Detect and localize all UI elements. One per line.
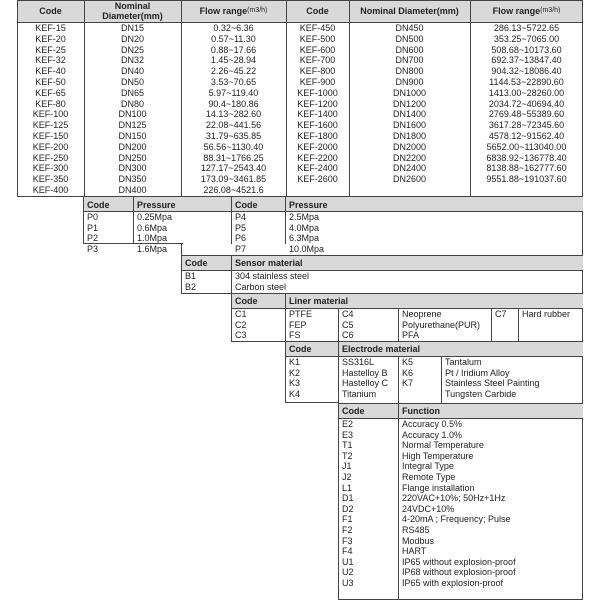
pressure-codes-left — [87, 212, 131, 254]
electrode-values-1 — [342, 357, 396, 399]
divider — [338, 308, 339, 342]
list-item: DN15 — [120, 23, 144, 33]
list-item: DN80 — [120, 98, 144, 109]
model-flows-left — [181, 23, 286, 196]
list-item: KEF-350 — [32, 174, 69, 185]
list-item: 286.13~5722.65 — [493, 23, 560, 33]
list-item: E3 — [342, 429, 354, 440]
list-item: KEF-1600 — [297, 120, 338, 131]
list-item: U1 — [342, 556, 354, 567]
list-item: KEF-40 — [35, 66, 66, 77]
list-item: 4-20mA ; Frequency; Pulse — [402, 514, 511, 525]
list-item: KEF-100 — [32, 109, 69, 120]
list-item: K4 — [289, 388, 301, 399]
list-item: K5 — [402, 357, 414, 367]
model-table — [17, 0, 583, 197]
liner-code-header: Code — [235, 295, 258, 306]
list-item: DN25 — [120, 44, 144, 55]
list-item: IP65 without explosion-proof — [402, 556, 516, 567]
list-item: 1.45~28.94 — [210, 55, 257, 66]
list-item: KEF-2000 — [297, 141, 338, 152]
list-item: F3 — [342, 535, 353, 546]
list-item: KEF-700 — [299, 55, 336, 66]
list-item: DN32 — [120, 55, 144, 66]
list-item: P0 — [87, 212, 99, 222]
list-item: K6 — [402, 367, 414, 378]
list-item: KEF-800 — [299, 66, 336, 77]
divider — [231, 293, 232, 342]
list-item: 3617.28~72345.60 — [488, 120, 565, 131]
header-flow-left-label: Flow range — [199, 6, 248, 16]
pressure-header-right: Pressure — [289, 199, 328, 210]
list-item: PTFE — [289, 309, 313, 319]
list-item: 4578.12~91562.40 — [488, 130, 565, 141]
list-item: KEF-1200 — [297, 98, 338, 109]
list-item: Tantalum — [445, 357, 482, 367]
list-item: 2769.48~55389.60 — [488, 109, 565, 120]
list-item: DN2400 — [392, 163, 427, 174]
list-item: FEP — [289, 319, 307, 330]
list-item: Pt / Iridium Alloy — [445, 367, 510, 378]
list-item: DN400 — [118, 184, 147, 195]
list-item: P3 — [87, 243, 99, 254]
list-item: KEF-25 — [35, 44, 66, 55]
list-item: B2 — [185, 281, 197, 292]
liner-values-2 — [402, 309, 490, 341]
list-item: 508.68~10173.60 — [491, 44, 562, 55]
list-item: KEF-250 — [32, 152, 69, 163]
list-item: P7 — [235, 243, 247, 254]
divider — [285, 197, 286, 244]
list-item: 2.26~45.22 — [210, 66, 257, 77]
list-item: DN500 — [395, 33, 424, 44]
list-item: 0.6Mpa — [137, 222, 168, 233]
list-item: FS — [289, 330, 301, 341]
list-item: KEF-200 — [32, 141, 69, 152]
divider — [470, 0, 471, 197]
divider — [398, 356, 399, 403]
list-item: IP68 without explosion-proof — [402, 567, 516, 578]
list-item: L1 — [342, 482, 353, 493]
list-item: 6.3Mpa — [289, 233, 320, 244]
divider — [181, 243, 182, 294]
list-item: KEF-32 — [35, 55, 66, 66]
list-item: KEF-150 — [32, 130, 69, 141]
divider — [231, 197, 232, 244]
list-item: 24VDC+10% — [402, 503, 455, 514]
list-item: 22.08~441.56 — [205, 120, 262, 131]
list-item: 127.17~2543.40 — [200, 163, 267, 174]
model-flows-right — [470, 23, 583, 185]
list-item: 904.32~18086.40 — [491, 66, 562, 77]
list-item: Tungsten Carbide — [445, 388, 517, 399]
list-item: 6838.92~136778.40 — [486, 152, 567, 163]
divider — [17, 22, 583, 23]
header-flow-left — [181, 0, 286, 22]
list-item: High Temperature — [402, 450, 474, 461]
model-codes-right — [286, 23, 349, 185]
list-item: 173.09~3461.85 — [200, 174, 267, 185]
list-item: KEF-20 — [35, 33, 66, 44]
list-item: 4.0Mpa — [289, 222, 320, 233]
divider — [398, 403, 399, 600]
divider — [231, 255, 232, 294]
header-diameter-right: Nominal Diameter(mm) — [360, 6, 459, 16]
list-item: KEF-1800 — [297, 130, 338, 141]
list-item: K2 — [289, 367, 301, 378]
list-item: KEF-125 — [32, 120, 69, 131]
list-item: P2 — [87, 233, 99, 244]
list-item: C5 — [342, 319, 354, 330]
list-item: KEF-900 — [299, 76, 336, 87]
list-item: KEF-400 — [32, 184, 69, 195]
list-item: K1 — [289, 357, 301, 367]
list-item: KEF-500 — [299, 33, 336, 44]
sensor-code-header: Code — [185, 257, 208, 268]
list-item: Carbon steel — [235, 281, 287, 292]
list-item: F4 — [342, 546, 353, 557]
header-flow-right-label: Flow range — [492, 6, 541, 16]
list-item: RS485 — [402, 524, 430, 535]
list-item: HART — [402, 546, 427, 557]
divider — [133, 197, 134, 244]
header-flow-right — [470, 0, 583, 22]
list-item: SS316L — [342, 357, 375, 367]
list-item: 31.79~635.85 — [205, 130, 262, 141]
divider — [349, 0, 350, 197]
list-item: 2.5Mpa — [289, 212, 320, 222]
list-item: T1 — [342, 440, 353, 451]
list-item: 10.0Mpa — [289, 243, 325, 254]
list-item: KEF-2600 — [297, 174, 338, 185]
list-item: U2 — [342, 567, 354, 578]
list-item: DN600 — [395, 44, 424, 55]
liner-codes-1 — [235, 309, 283, 341]
list-item: KEF-65 — [35, 87, 66, 98]
list-item: 304 stainless steel — [235, 271, 310, 281]
function-code-header: Code — [342, 405, 365, 416]
list-item: DN900 — [395, 76, 424, 87]
pressure-codes-right — [235, 212, 283, 254]
list-item: 14.13~282.60 — [205, 109, 262, 120]
sensor-codes — [185, 271, 229, 292]
list-item: DN1800 — [392, 130, 427, 141]
list-item: DN1400 — [392, 109, 427, 120]
list-item: C4 — [342, 309, 354, 319]
function-values — [402, 419, 581, 589]
divider — [518, 308, 519, 342]
list-item: P4 — [235, 212, 247, 222]
list-item: DN65 — [120, 87, 144, 98]
list-item: Titanium — [342, 388, 377, 399]
list-item: 0.88~17.66 — [210, 44, 257, 55]
list-item: KEF-600 — [299, 44, 336, 55]
electrode-material-header: Electrode material — [342, 343, 421, 354]
list-item: K7 — [402, 378, 414, 389]
pressure-code-header-left: Code — [87, 199, 110, 210]
divider — [231, 341, 285, 342]
liner-material-header: Liner material — [289, 295, 349, 306]
divider — [441, 356, 442, 403]
list-item: E2 — [342, 419, 354, 429]
list-item: J2 — [342, 471, 352, 482]
list-item: 0.25Mpa — [137, 212, 173, 222]
list-item: 226.08~4521.6 — [203, 184, 264, 195]
list-item: C7 — [495, 309, 507, 319]
divider — [286, 0, 287, 197]
list-item: KEF-300 — [32, 163, 69, 174]
list-item: DN2600 — [392, 174, 427, 185]
list-item: F2 — [342, 524, 353, 535]
divider — [181, 0, 182, 197]
list-item: J1 — [342, 461, 352, 472]
divider — [338, 403, 339, 600]
divider — [83, 211, 583, 212]
list-item: KEF-2400 — [297, 163, 338, 174]
list-item: DN1000 — [392, 87, 427, 98]
list-item: DN450 — [395, 23, 424, 33]
list-item: T2 — [342, 450, 353, 461]
sensor-values — [235, 271, 535, 292]
sensor-material-header: Sensor material — [235, 257, 303, 268]
list-item: 0.32~6.36 — [213, 23, 254, 33]
liner-codes-2 — [342, 309, 396, 341]
list-item: DN1600 — [392, 120, 427, 131]
list-item: 5.97~119.40 — [208, 87, 259, 98]
electrode-codes-1 — [289, 357, 336, 399]
divider — [285, 341, 286, 403]
list-item: DN150 — [118, 130, 147, 141]
list-item: 1.0Mpa — [137, 233, 168, 244]
pressure-code-header-right: Code — [235, 199, 258, 210]
list-item: KEF-2200 — [297, 152, 338, 163]
list-item: Flange installation — [402, 482, 475, 493]
list-item: KEF-1000 — [297, 87, 338, 98]
list-item: Neoprene — [402, 309, 442, 319]
list-item: 5652.00~113040.00 — [486, 141, 567, 152]
list-item: Hastelloy B — [342, 367, 388, 378]
list-item: PFA — [402, 330, 420, 341]
liner-codes-3 — [495, 309, 517, 320]
header-code-right: Code — [306, 6, 329, 16]
list-item: DN1200 — [392, 98, 427, 109]
list-item: 90.4~180.86 — [208, 98, 259, 109]
list-item: DN250 — [118, 152, 147, 163]
function-codes — [342, 419, 396, 589]
list-item: P5 — [235, 222, 247, 233]
list-item: KEF-450 — [299, 23, 336, 33]
list-item: P1 — [87, 222, 99, 233]
list-item: 1413.00~28260.00 — [488, 87, 565, 98]
pressure-values-left — [137, 212, 229, 254]
list-item: Polyurethane(PUR) — [402, 319, 481, 330]
header-flow-right-unit: (m3/h) — [540, 7, 561, 14]
list-item: DN800 — [395, 66, 424, 77]
list-item: Accuracy 1.0% — [402, 429, 463, 440]
list-item — [402, 389, 439, 400]
list-item: 3.53~70.65 — [210, 76, 257, 87]
pressure-header-left: Pressure — [137, 199, 176, 210]
list-item: C3 — [235, 330, 247, 341]
divider — [285, 293, 286, 342]
divider — [83, 243, 183, 244]
divider — [491, 308, 492, 342]
list-item: DN125 — [118, 120, 147, 131]
list-item: DN2000 — [392, 141, 427, 152]
list-item: DN2200 — [392, 152, 427, 163]
list-item: Remote Type — [402, 471, 456, 482]
list-item: C6 — [342, 330, 354, 341]
divider — [83, 197, 84, 244]
divider — [285, 402, 338, 403]
list-item: P6 — [235, 233, 247, 244]
list-item: DN40 — [120, 66, 144, 77]
model-codes-left — [17, 23, 84, 196]
list-item: KEF-1400 — [297, 109, 338, 120]
divider — [84, 0, 85, 197]
list-item: 1.6Mpa — [137, 243, 168, 254]
list-item: 353.25~7065.00 — [493, 33, 560, 44]
list-item: C2 — [235, 319, 247, 330]
list-item: 2034.72~40694.40 — [488, 98, 565, 109]
list-item: D1 — [342, 493, 354, 504]
function-name-header: Function — [402, 405, 440, 416]
electrode-values-2 — [445, 357, 581, 399]
list-item: DN350 — [118, 174, 147, 185]
list-item: Hard rubber — [522, 309, 571, 319]
list-item: Hastelloy C — [342, 378, 389, 389]
list-item: U3 — [342, 577, 354, 588]
list-item: 692.37~13847.40 — [491, 55, 562, 66]
divider — [338, 341, 339, 403]
list-item: Stainless Steel Painting — [445, 378, 540, 389]
header-diameter-left: Nominal Diameter(mm) — [102, 1, 163, 21]
divider — [398, 308, 399, 342]
list-item: Accuracy 0.5% — [402, 419, 463, 429]
list-item: Modbus — [402, 535, 435, 546]
list-item: C1 — [235, 309, 247, 319]
liner-values-1 — [289, 309, 336, 341]
list-item: DN300 — [118, 163, 147, 174]
list-item: 0.57~11.30 — [211, 33, 256, 44]
list-item: 220VAC+10%; 50Hz+1Hz — [402, 493, 506, 504]
list-item: 9551.88~191037.60 — [486, 174, 567, 185]
list-item: IP65 with explosion-proof — [402, 577, 504, 588]
list-item: Normal Temperature — [402, 440, 484, 451]
list-item: F1 — [342, 514, 353, 525]
divider — [17, 0, 18, 197]
list-item: B1 — [185, 271, 197, 281]
list-item: Integral Type — [402, 461, 454, 472]
list-item: DN50 — [120, 76, 144, 87]
list-item: KEF-80 — [35, 98, 66, 109]
list-item: KEF-15 — [35, 23, 66, 33]
list-item: DN200 — [118, 141, 147, 152]
list-item: DN20 — [120, 33, 144, 44]
list-item: KEF-50 — [35, 76, 66, 87]
list-item: 1144.53~22890.60 — [489, 76, 564, 87]
list-item: DN100 — [118, 109, 147, 120]
list-item: 8138.88~162777.60 — [486, 163, 567, 174]
list-item: D2 — [342, 503, 354, 514]
electrode-code-header: Code — [289, 343, 312, 354]
header-code-left: Code — [39, 6, 62, 16]
model-diameters-right — [349, 23, 470, 185]
list-item: DN700 — [395, 55, 424, 66]
divider — [181, 293, 231, 294]
divider — [17, 0, 583, 1]
electrode-codes-2 — [402, 357, 439, 399]
list-item: 56.56~1130.40 — [203, 141, 264, 152]
list-item: K3 — [289, 378, 301, 389]
model-diameters-left — [84, 23, 181, 196]
list-item: 88.31~1766.25 — [203, 152, 264, 163]
header-flow-left-unit: (m3/h) — [247, 7, 268, 14]
pressure-values-right — [289, 212, 489, 254]
liner-values-3 — [522, 309, 581, 320]
